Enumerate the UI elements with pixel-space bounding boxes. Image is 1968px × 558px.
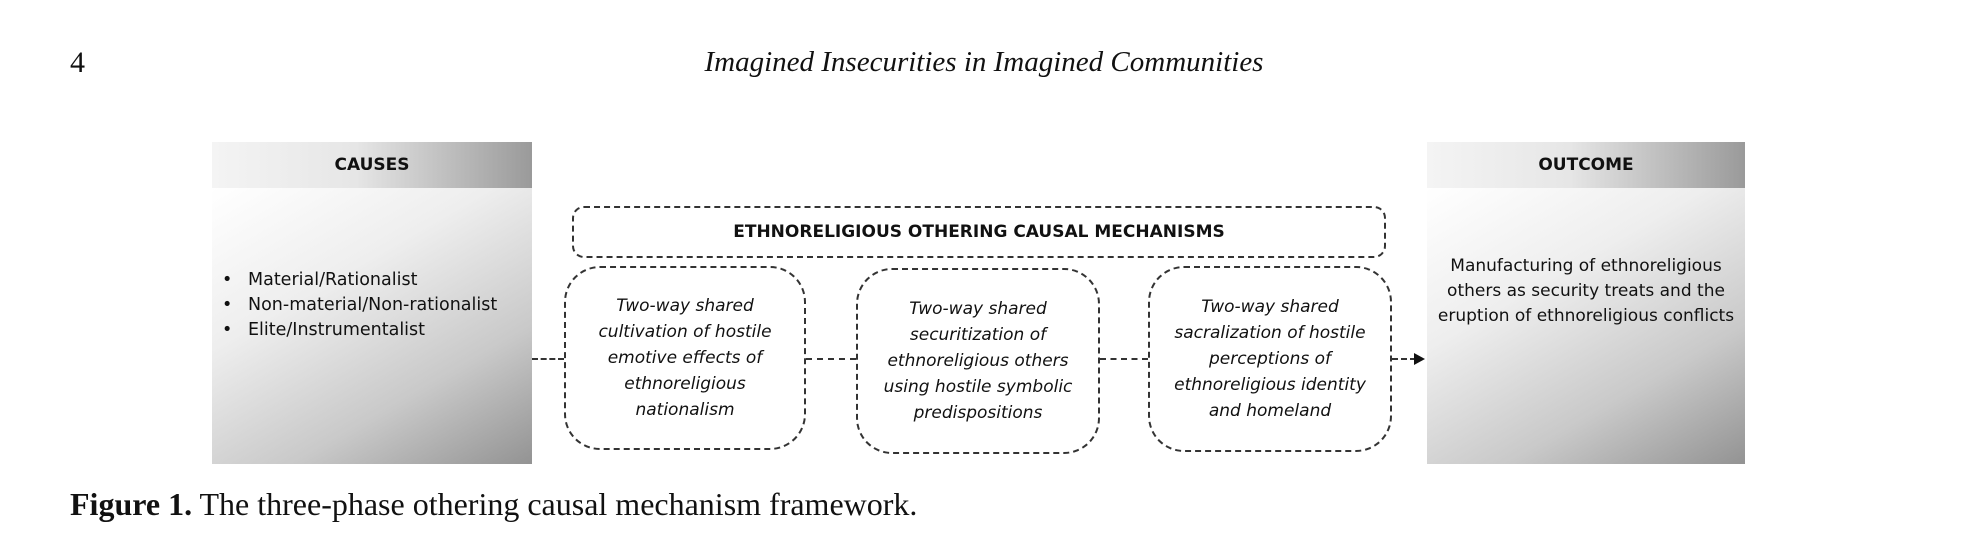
caption-text: The three-phase othering causal mechanism framework. <box>199 486 918 522</box>
page-number: 4 <box>70 46 85 79</box>
dashed-connector <box>1100 358 1148 360</box>
dashed-connector <box>806 358 856 360</box>
phase-2-text: Two-way shared securitization of ethnoreligious others using hostile symbolic predispositions <box>883 299 1073 423</box>
phase-2-box <box>856 268 1100 454</box>
outcome-panel <box>1427 142 1745 464</box>
causes-title: CAUSES <box>212 142 532 188</box>
figure-caption <box>70 486 917 523</box>
cause-item: • Material/Rationalist <box>222 268 497 293</box>
causes-list <box>222 268 497 343</box>
causes-panel <box>212 142 532 464</box>
phase-3-text: Two-way shared sacralization of hostile perceptions of ethnoreligious identity and homeland <box>1174 297 1366 421</box>
outcome-body <box>1427 188 1745 464</box>
running-title: Imagined Insecurities in Imagined Communities <box>704 46 1264 78</box>
dashed-connector <box>532 358 564 360</box>
cause-item: • Elite/Instrumentalist <box>222 318 497 343</box>
outcome-title: OUTCOME <box>1427 142 1745 188</box>
caption-label: Figure 1. <box>70 486 193 522</box>
cause-item: • Non-material/Non-rationalist <box>222 293 497 318</box>
phase-3-box <box>1148 266 1392 452</box>
phase-1-box <box>564 266 806 450</box>
outcome-text: Manufacturing of ethnoreligious others as security treats and the eruption of ethnoreligious conflicts <box>1437 256 1735 326</box>
phase-1-text: Two-way shared cultivation of hostile emotive effects of ethnoreligious nationalism <box>598 296 772 420</box>
arrow-right-icon <box>1414 353 1425 365</box>
dashed-connector <box>1392 358 1416 360</box>
mechanisms-title: ETHNORELIGIOUS OTHERING CAUSAL MECHANISMS <box>572 206 1386 258</box>
causes-body <box>212 188 532 464</box>
